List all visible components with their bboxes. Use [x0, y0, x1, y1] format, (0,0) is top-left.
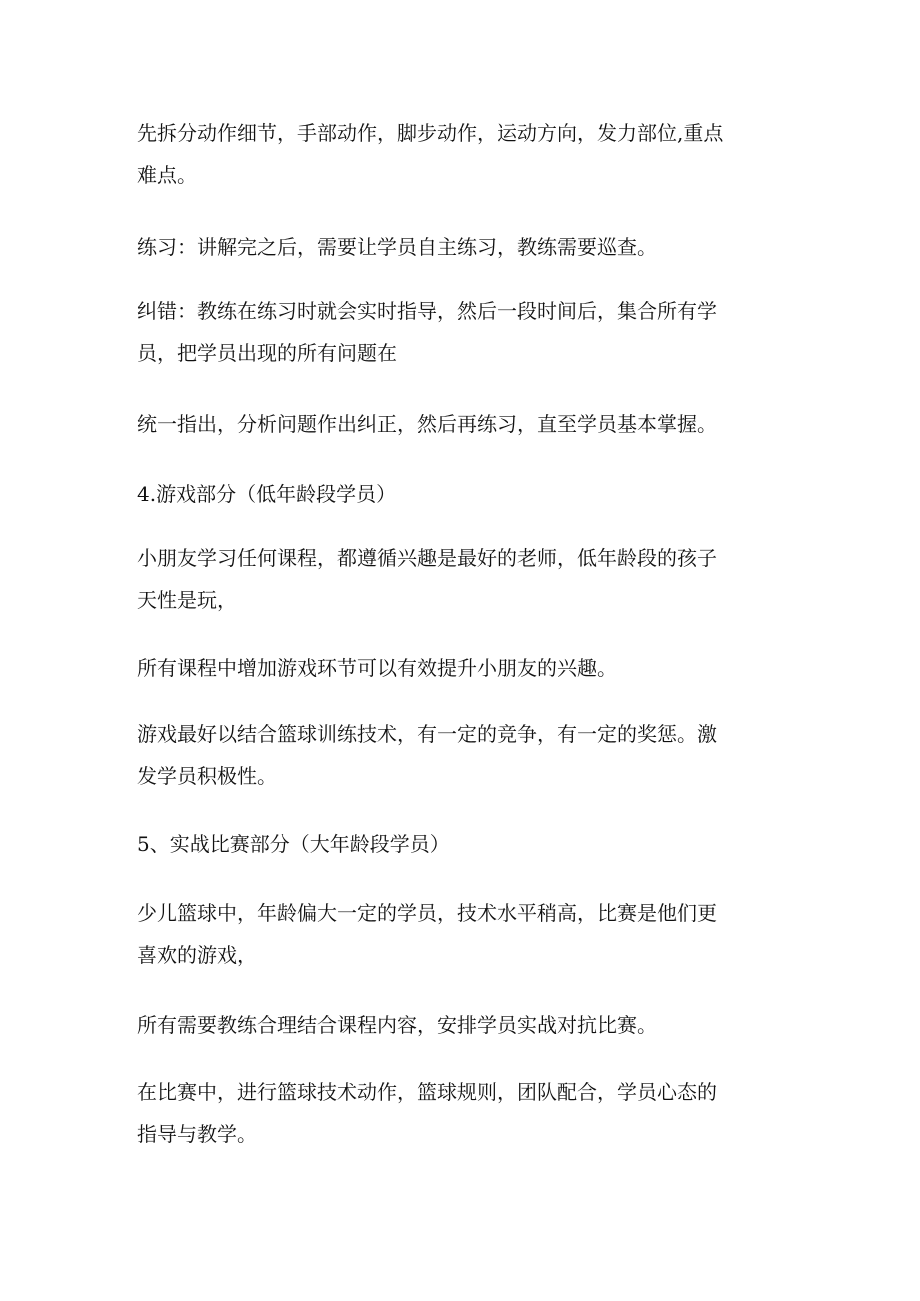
text-line: 游戏最好以结合篮球训练技术，有一定的竞争，有一定的奖惩。激	[137, 722, 717, 746]
paragraph-match-guidance	[137, 1071, 797, 1155]
paragraph-interest	[137, 537, 797, 621]
text-line: 难点。	[137, 163, 197, 187]
text-line: 在比赛中，进行篮球技术动作，篮球规则，团队配合，学员心态的	[137, 1080, 717, 1104]
text-line: 纠错：教练在练习时就会实时指导，然后一段时间后，集合所有学	[137, 299, 717, 323]
paragraph-correction	[137, 290, 797, 374]
text-line: 天性是玩，	[137, 588, 237, 612]
paragraph-game-design	[137, 713, 797, 797]
text-line: 5、实战比赛部分（大年龄段学员）	[137, 832, 450, 856]
text-line: 喜欢的游戏，	[137, 943, 257, 967]
paragraph-older-students	[137, 892, 797, 976]
text-line: 小朋友学习任何课程，都遵循兴趣是最好的老师，低年龄段的孩子	[137, 546, 717, 570]
text-line: 所有需要教练合理结合课程内容，安排学员实战对抗比赛。	[137, 1013, 657, 1037]
paragraph-game-segment	[137, 647, 797, 689]
text-line: 统一指出，分析问题作出纠正，然后再练习，直至学员基本掌握。	[137, 412, 717, 436]
heading-match-section	[137, 823, 797, 865]
text-line: 先拆分动作细节，手部动作，脚步动作，运动方向，发力部位,重点	[137, 121, 724, 145]
paragraph-practice	[137, 226, 797, 268]
text-line: 员，把学员出现的所有问题在	[137, 341, 397, 365]
text-line: 所有课程中增加游戏环节可以有效提升小朋友的兴趣。	[137, 656, 617, 680]
paragraph-correction-continued	[137, 403, 797, 445]
text-line: 4.游戏部分（低年龄段学员）	[137, 482, 397, 506]
text-line: 少儿篮球中，年龄偏大一定的学员，技术水平稍高，比赛是他们更	[137, 901, 717, 925]
text-line: 指导与教学。	[137, 1122, 257, 1146]
heading-games-section	[137, 473, 797, 515]
paragraph-action-breakdown	[137, 112, 797, 196]
text-line: 发学员积极性。	[137, 764, 277, 788]
paragraph-arrange-matches	[137, 1004, 797, 1046]
text-line: 练习：讲解完之后，需要让学员自主练习，教练需要巡查。	[137, 235, 657, 259]
